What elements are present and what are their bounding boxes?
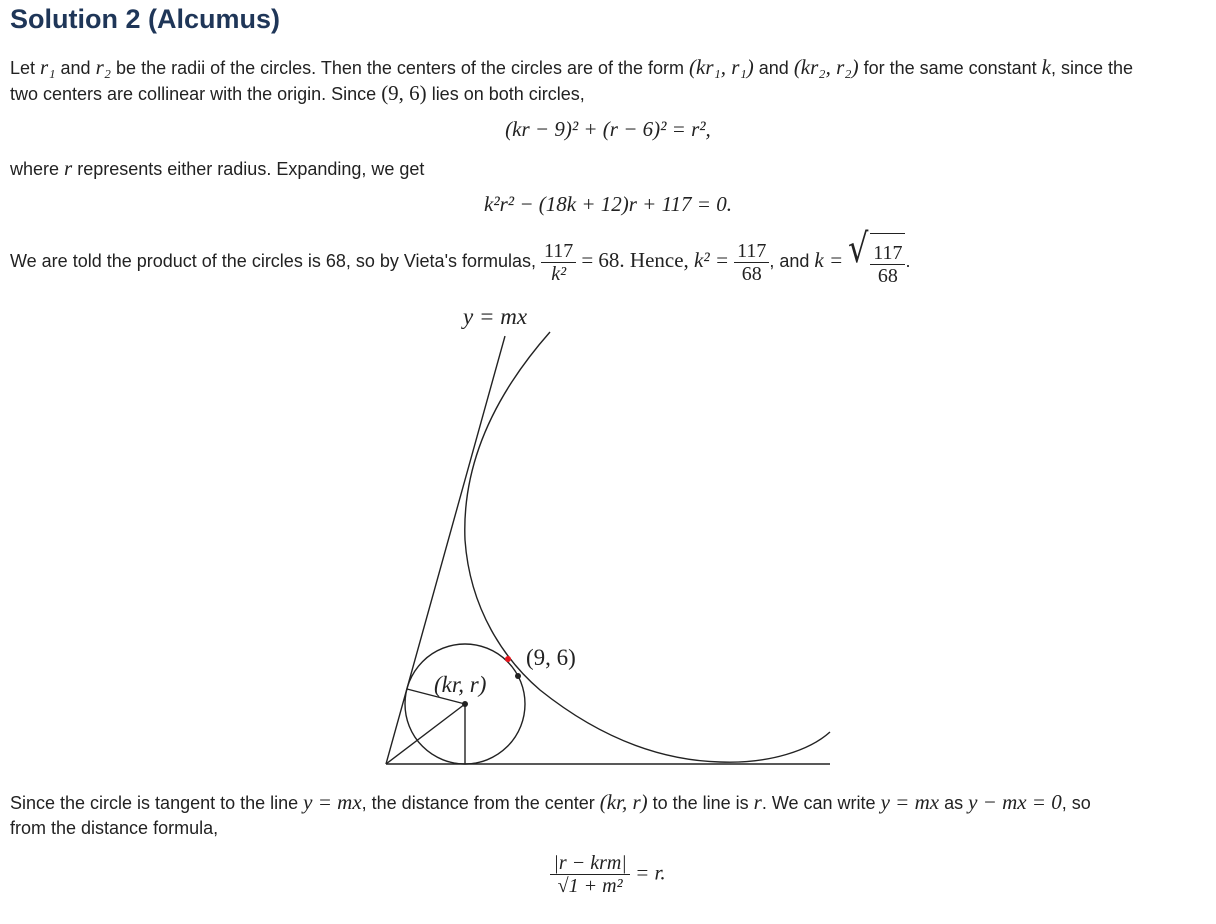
center-point [462, 701, 468, 707]
math-k-equals: k = [814, 248, 844, 272]
math-point: (9, 6) [381, 81, 427, 105]
line-label: y = mx [463, 304, 528, 329]
center-to-origin [386, 704, 465, 764]
math-center-2: (kr₂, r₂) [793, 55, 859, 79]
math-r1: r₁ [40, 55, 56, 79]
text: represents either radius. Expanding, we get [72, 159, 425, 179]
equation-distance [0, 852, 1216, 897]
text: , the distance from the center [361, 793, 600, 813]
fraction-numerator: 117 [870, 242, 905, 265]
solution-heading: Solution 2 (Alcumus) [10, 4, 280, 34]
fraction-denominator [550, 875, 629, 897]
equation-text: (kr − 9)² + (r − 6)² = r², [505, 117, 711, 141]
intersection-point-black [515, 673, 521, 679]
math-k-squared: k² = [694, 248, 730, 272]
fraction-denominator: k² [551, 262, 567, 285]
math-center-1: (kr₁, r₁) [689, 55, 754, 79]
math-k: k [1041, 55, 1051, 79]
radical-sign: √ [557, 875, 569, 897]
tangent-line [386, 336, 505, 764]
center-label: (kr, r) [434, 672, 487, 697]
point-label: (9, 6) [526, 645, 576, 670]
text: be the radii of the circles. Then the centers of the circles are of the form [111, 58, 689, 78]
text: as [939, 793, 969, 813]
math-line: y = mx [303, 790, 362, 814]
math-equals: = 68. Hence, [581, 248, 695, 272]
text: lies on both circles, [426, 84, 585, 104]
radical-sign: √ [848, 225, 869, 272]
text: to the line is [647, 793, 754, 813]
equation-rhs: = r. [635, 860, 666, 885]
text: We are told the product of the circles is 68, so by Vieta's formulas, [10, 251, 542, 271]
text: for the same constant [858, 58, 1042, 78]
equation-text: k²r² − (18k + 12)r + 117 = 0. [484, 192, 732, 216]
text: , and [769, 251, 815, 271]
text: two centers are collinear with the origin. Since [10, 84, 382, 104]
paragraph-4-line-1 [10, 789, 1091, 816]
large-circle-arc [465, 332, 830, 762]
fraction-numerator: |r − krm| [550, 852, 629, 875]
text: , so [1061, 793, 1091, 813]
paragraph-4-line-2 [10, 815, 218, 841]
radicand: 1 + m² [568, 875, 623, 897]
text: . [905, 251, 911, 271]
text: Since the circle is tangent to the line [10, 793, 304, 813]
fraction-denominator: 68 [741, 262, 762, 285]
math-r2: r₂ [95, 55, 112, 79]
fraction-denominator: 68 [877, 264, 898, 287]
text: where [10, 159, 65, 179]
intersection-point-red [505, 656, 511, 662]
fraction-numerator: 117 [734, 240, 769, 263]
math-r: r [753, 790, 762, 814]
math-r: r [64, 156, 73, 180]
text: . We can write [761, 793, 881, 813]
text: and [55, 58, 96, 78]
text: and [753, 58, 794, 78]
fraction-distance [550, 852, 629, 897]
math-line: y = mx [880, 790, 940, 814]
text: , since the [1051, 58, 1134, 78]
text: Let [10, 58, 41, 78]
text: from the distance formula, [10, 818, 219, 838]
math-center: (kr, r) [599, 790, 648, 814]
fraction-numerator: 117 [541, 240, 576, 263]
math-line-form: y − mx = 0 [968, 790, 1062, 814]
